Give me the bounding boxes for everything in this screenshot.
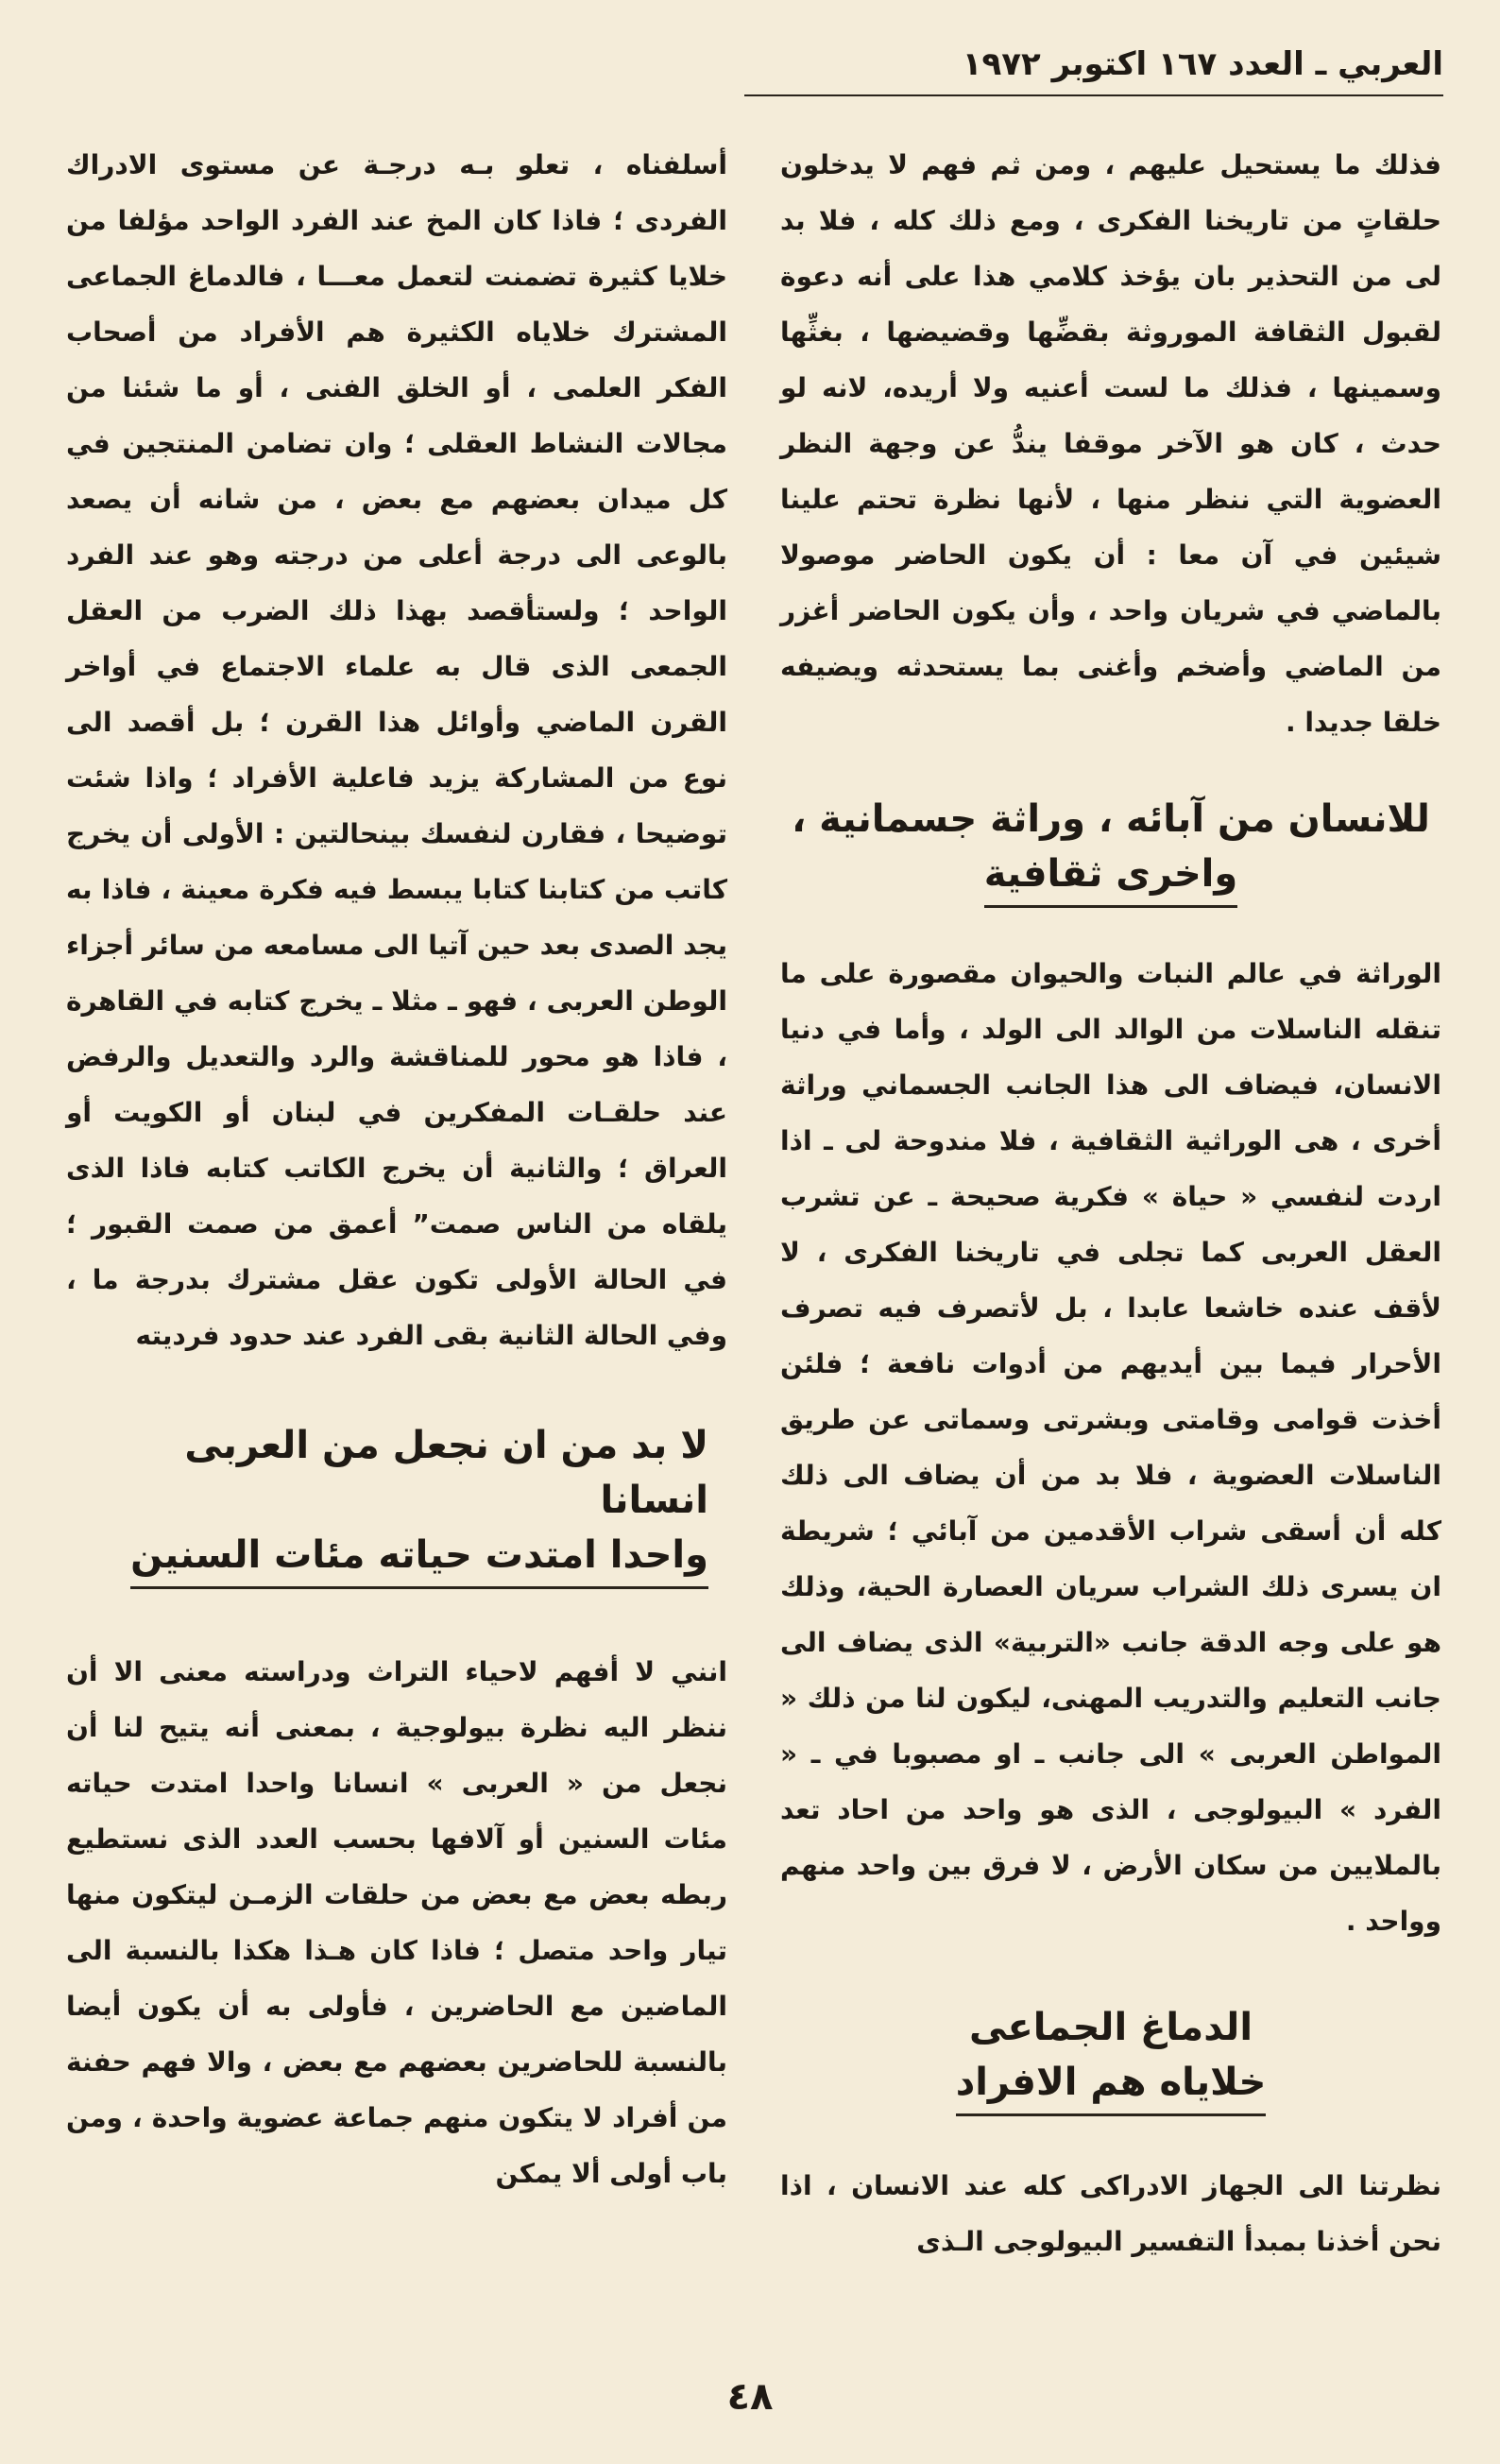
heading-line: لا بد من ان نجعل من العربى انسانا [184, 1424, 708, 1522]
page-number: ٤٨ [726, 2375, 774, 2419]
right-column [780, 137, 1441, 2269]
heading-line: خلاياه هم الافراد [956, 2055, 1267, 2116]
left-paragraph-2: انني لا أفهم لاحياء التراث ودراسته معنى الا أن ننظر اليه نظرة بيولوجية ، بمعنى أنه يتيح لنا أن نجعل من « العربى » انسانا واحدا امتدت حياته مئات السنين أو آلافها بحسب العدد الذى نستطيع ربطه بعض مع بعض من حلقات الزمـن ليتكون منها تيار واحد متصل ؛ فاذا كان هـذا هكذا بالنسبة الى الماضين مع الحاضرين ، فأولى به أن يكون أيضا بالنسبة للحاضرين بعضهم مع بعض ، والا فهم حفنة من أفراد لا يتكون منهم جماعة عضوية واحدة ، ومن باب أولى ألا يمكن [66, 1656, 727, 2189]
right-paragraph-2: الوراثة في عالم النبات والحيوان مقصورة على ما تنقله الناسلات من الوالد الى الولد ، وأما في دنيا الانسان، فيضاف الى هذا الجانب الجسماني وراثة أخرى ، هى الوراثية الثقافية ، فلا مندوحة لى ـ اذا اردت لنفسي « حياة » فكرية صحيحة ـ عن تشرب العقل العربى كما تجلى في تاريخنا الفكرى ، لا لأقف عنده خاشعا عابدا ، بل لأتصرف فيه تصرف الأحرار فيما بين أيديهم من أدوات نافعة ؛ فلئن أخذت قوامى وقامتى وبشرتى وسماتى عن طريق الناسلات العضوية ، فلا بد من أن يضاف الى ذلك كله أن أسقى شراب الأقدمين من آبائي ؛ شريطة ان يسرى ذلك الشراب سريان العصارة الحية، وذلك هو على وجه الدقة جانب «التربية» الذى يضاف الى جانب التعليم والتدريب المهنى، ليكون لنا من ذلك « المواطن العربى » الى جانب ـ او مصبوبا في ـ « الفرد » البيولوجى ، الذى هو واحد من احاد تعد بالملايين من سكان الأرض ، لا فرق بين واحد منهم وواحد . [780, 958, 1441, 1937]
left-paragraph-1: أسلفناه ، تعلو بـه درجـة عن مستوى الادراك الفردى ؛ فاذا كان المخ عند الفرد الواحد مؤلفا من خلايا كثيرة تضمنت لتعمل معـــا ، فالدماغ الجماعى المشترك خلاياه الكثيرة هم الأفراد من أصحاب الفكر العلمى ، أو الخلق الفنى ، أو ما شئنا من مجالات النشاط العقلى ؛ وان تضامن المنتجين في كل ميدان بعضهم مع بعض ، من شانه أن يصعد بالوعى الى درجة أعلى من درجته وهو عند الفرد الواحد ؛ ولستأقصد بهذا ذلك الضرب من العقل الجمعى الذى قال به علماء الاجتماع في أواخر القرن الماضي وأوائل هذا القرن ؛ بل أقصد الى نوع من المشاركة يزيد فاعلية الأفراد ؛ واذا شئت توضيحا ، فقارن لنفسك بينحالتين : الأولى أن يخرج كاتب من كتابنا كتابا يبسط فيه فكرة معينة ، فاذا به يجد الصدى بعد حين آتيا الى مسامعه من سائر أجزاء الوطن العربى ، فهو ـ مثلا ـ يخرج كتابه في القاهرة ، فاذا هو محور للمناقشة والرد والتعديل والرفض عند حلقـات المفكرين في لبنان أو الكويت أو العراق ؛ والثانية أن يخرج الكاتب كتابه فاذا الذى يلقاه من الناس صمت” أعمق من صمت القبور ؛ في الحالة الأولى تكون عقل مشترك بدرجة ما ، وفي الحالة الثانية بقى الفرد عند حدود فرديته [65, 149, 727, 1351]
section-heading-inheritance [780, 792, 1441, 908]
section-heading-arab-human [66, 1418, 727, 1589]
right-paragraph-3: نظرتنا الى الجهاز الادراكى كله عند الانسان ، اذا نحن أخذنا بمبدأ التفسير البيولوجى الـذى [780, 2170, 1441, 2257]
section-heading-collective-brain [780, 2000, 1441, 2116]
running-header: العربي ـ العدد ١٦٧ اكتوبر ١٩٧٢ [962, 45, 1443, 83]
heading-line: واخرى ثقافية [984, 847, 1237, 908]
left-column [66, 137, 727, 2201]
right-paragraph-1: فذلك ما يستحيل عليهم ، ومن ثم فهم لا يدخلون حلقاتٍ من تاريخنا الفكرى ، ومع ذلك كله ، فلا بد لى من التحذير بان يؤخذ كلامي هذا على أنه دعوة لقبول الثقافة الموروثة بقضِّها وقضيضها ، بغثِّها وسمينها ، فذلك ما لست أعنيه ولا أريده، لانه لو حدث ، كان هو الآخر موقفا يندُّ عن وجهة النظر العضوية التي ننظر منها ، لأنها نظرة تحتم علينا شيئين في آن معا : أن يكون الحاضر موصولا بالماضي في شريان واحد ، وأن يكون الحاضر أغزر من الماضي وأضخم وأغنى بما يستحدثه ويضيفه خلقا جديدا . [780, 149, 1441, 738]
heading-line: واحدا امتدت حياته مئات السنين [130, 1528, 708, 1589]
heading-line: الدماغ الجماعى [968, 2006, 1253, 2049]
heading-line: للانسان من آبائه ، وراثة جسمانية ، [792, 797, 1430, 841]
header-rule [744, 94, 1443, 96]
